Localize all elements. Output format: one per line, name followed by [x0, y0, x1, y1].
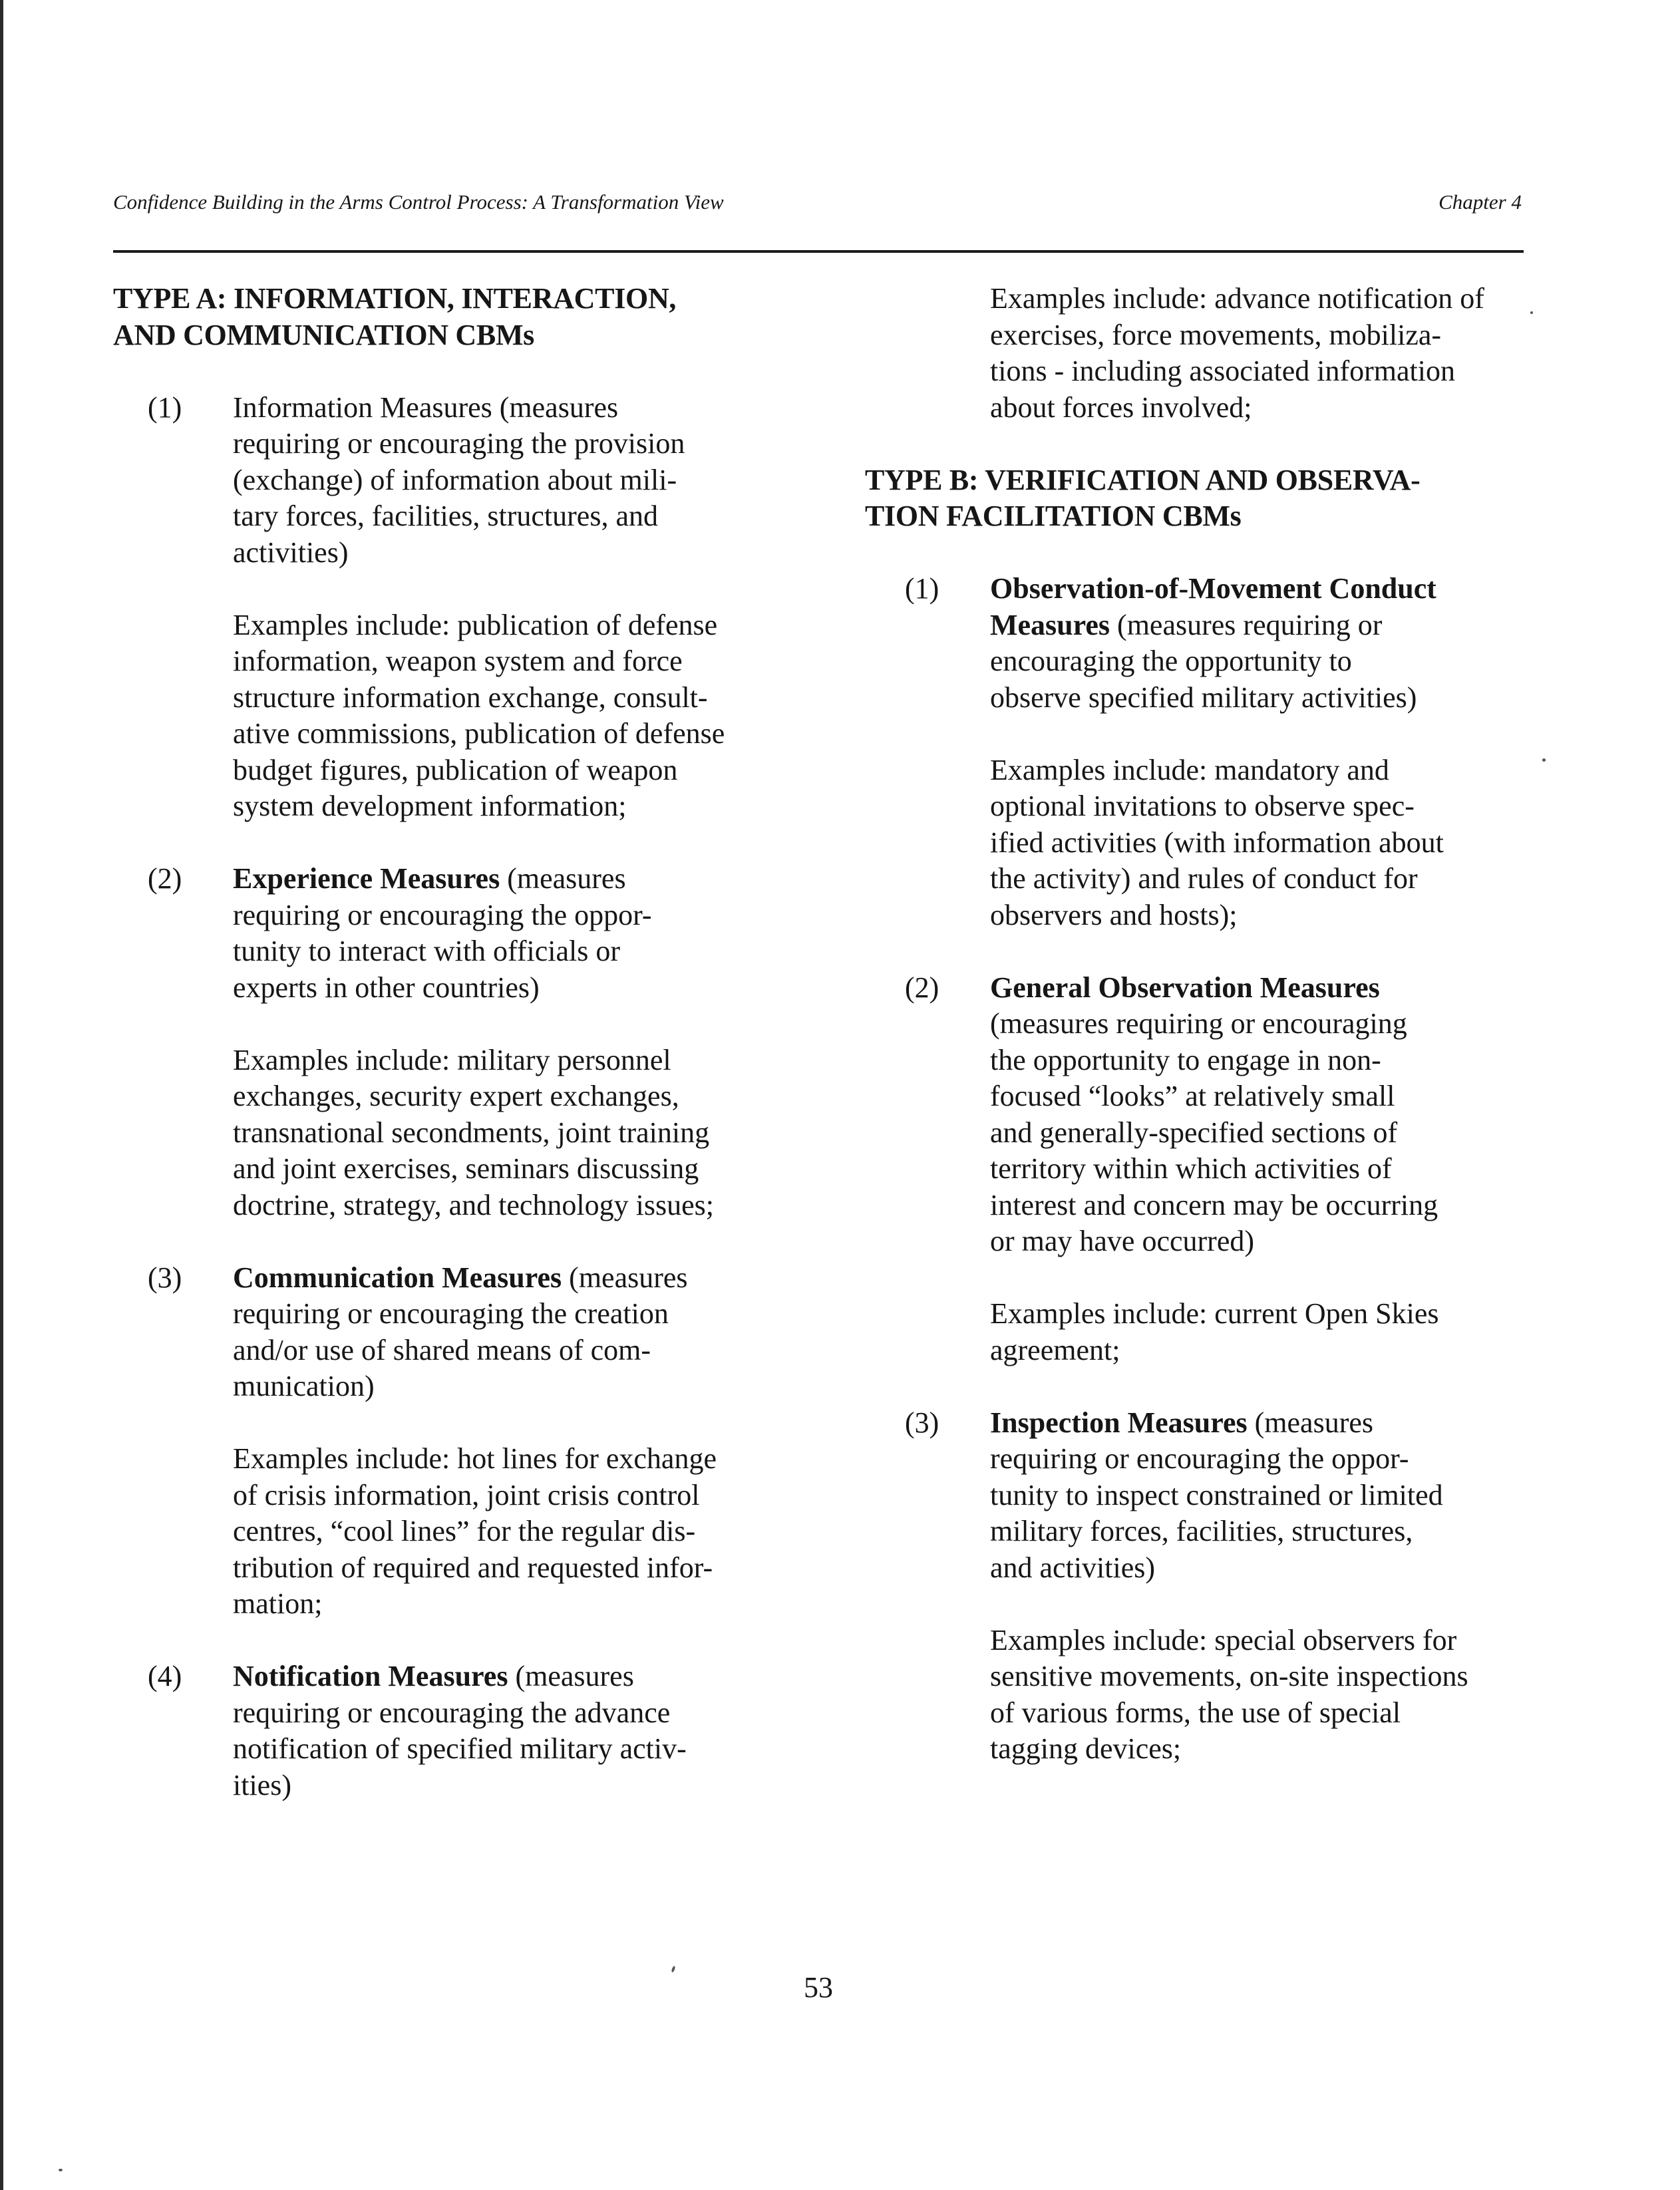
item-title: General Observation Measures: [990, 971, 1380, 1004]
right-column: [865, 281, 1544, 1768]
type-a-item-3: [113, 1260, 785, 1623]
item-title: Experience Measures: [233, 862, 500, 895]
type-b-item-2: [865, 970, 1544, 1369]
item-number: (1): [905, 572, 939, 605]
type-a-heading: TYPE A: INFORMATION, INTERACTION, AND COMMUNICATION CBMs: [113, 282, 677, 351]
item-number: (4): [148, 1660, 182, 1692]
item-number: (1): [148, 391, 182, 424]
item-title: Inspection Measures: [990, 1406, 1248, 1439]
type-a-item-2: [113, 861, 785, 1223]
item-description: Communication Measures (measures requiring or encouraging the creation and/or use of shared means of com- munication): [233, 1261, 688, 1402]
item-examples: Examples include: special observers for sensitive movements, on-site inspections of various forms, the use of special tagging devices;: [990, 1623, 1468, 1765]
scan-speck: [1530, 311, 1533, 314]
item-title: Notification Measures: [233, 1660, 508, 1692]
item-number: (2): [148, 862, 182, 895]
item-description: Inspection Measures (measures requiring or encouraging the oppor- tunity to inspect constrained or limited military forces, facilities, structures, and activities): [990, 1406, 1443, 1584]
item-title: Communication Measures: [233, 1261, 562, 1294]
item-description: Observation-of-Movement Conduct Measures (measures requiring or encouraging the opportunity to observe specified military activities): [990, 572, 1436, 714]
running-header-chapter: Chapter 4: [1438, 190, 1522, 214]
type-a-item-4: [113, 1658, 785, 1803]
type-a-item-1: [113, 390, 785, 825]
type-b-heading: TYPE B: VERIFICATION AND OBSERVA- TION FACILITATION CBMs: [865, 463, 1421, 532]
running-header-title: Confidence Building in the Arms Control Process: A Transformation View: [113, 190, 724, 214]
item-examples: Examples include: hot lines for exchange of crisis information, joint crisis control centres, “cool lines” for the regular dis- tribution of required and requested infor- mation;: [233, 1442, 717, 1620]
item-examples: Examples include: military personnel exchanges, security expert exchanges, transnational secondments, joint training and joint exercises, seminars discussing doctrine, strategy, and technology issues;: [233, 1043, 714, 1221]
header-rule: [113, 250, 1524, 253]
item-number: (3): [148, 1261, 182, 1294]
item-description: Notification Measures (measures requiring or encouraging the advance notification of specified military activ- ities): [233, 1660, 687, 1801]
scan-speck: [1542, 758, 1546, 762]
item-examples: Examples include: current Open Skies agreement;: [990, 1297, 1439, 1366]
item-title: Observation-of-Movement Conduct: [990, 572, 1436, 605]
type-b-item-3: [865, 1405, 1544, 1768]
item-description: General Observation Measures (measures requiring or encouraging the opportunity to engage in non- focused “looks” at relatively small and generally-specified sections of territory within which activities of interest and concern may be occurring or may have occurred): [990, 971, 1438, 1257]
page-number: 53: [804, 1971, 833, 2004]
scan-speck: [671, 1966, 675, 1973]
left-column: [113, 281, 785, 1803]
item-number: (3): [905, 1406, 939, 1439]
item-description: Experience Measures (measures requiring or encouraging the oppor- tunity to interact with officials or experts in other countries): [233, 862, 652, 1004]
item-examples: Examples include: publication of defense information, weapon system and force structure information exchange, consult- ative commissions, publication of defense budget figures, publication of weapon system development information;: [233, 608, 725, 822]
type-b-item-1: [865, 571, 1544, 933]
item-description: Information Measures (measures requiring or encouraging the provision (exchange) of information about mili- tary forces, facilities, structures, and activities): [233, 391, 685, 569]
scan-speck: [59, 2169, 63, 2171]
item-examples: Examples include: mandatory and optional invitations to observe spec- ified activities (with information about the activity) and rules of conduct for observers and hosts);: [990, 753, 1444, 931]
item-number: (2): [905, 971, 939, 1004]
type-a-item-4-examples: Examples include: advance notification of exercises, force movements, mobiliza- tions - including associated information about forces involved;: [990, 282, 1484, 424]
page-left-edge: [0, 0, 3, 2190]
